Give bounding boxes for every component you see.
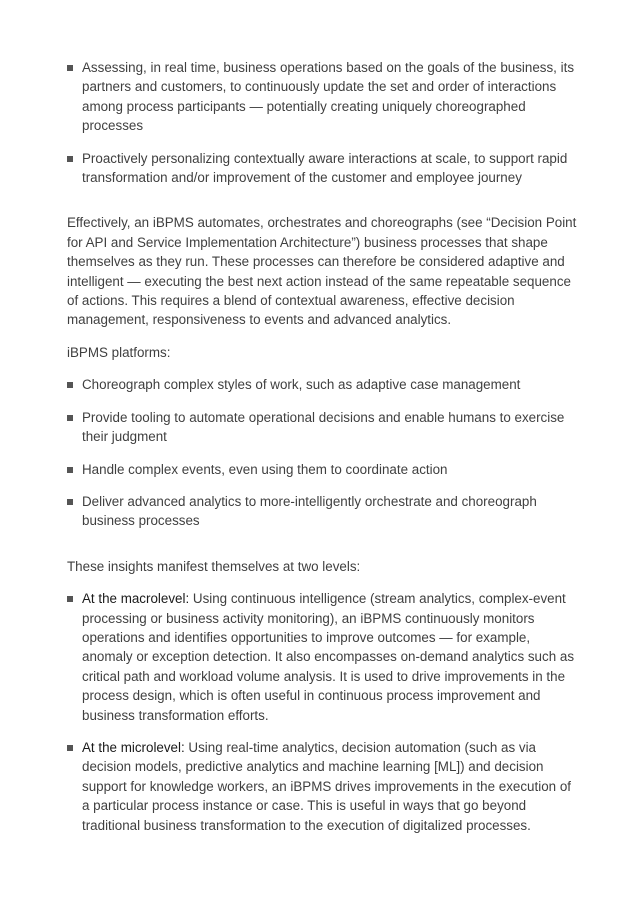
microlevel-text: Using real-time analytics, decision automation (such as via decision models, predictive analytics and machine learning [ML]) and decision support for knowledge workers, an iBPMS drives improvements in the execution of a particular process instance or case. This is useful in ways that go beyond traditional business transformation to the execution of digitalized processes. [82, 739, 571, 833]
list-item [67, 58, 577, 136]
levels-bullet-list [67, 589, 577, 835]
list-item [67, 460, 577, 479]
list-item-text: Handle complex events, even using them to coordinate action [82, 461, 448, 477]
list-item-text: Assessing, in real time, business operations based on the goals of the business, its partners and customers, to continuously update the set and order of interactions among process participants — potentially creating uniquely choreographed processes [82, 60, 575, 134]
square-bullet-icon [67, 467, 73, 473]
paragraph-effectively: Effectively, an iBPMS automates, orchestrates and choreographs (see “Decision Point for API and Service Implementation Architecture”) business processes that shape themselves as they run. These processes can therefore be considered adaptive and intelligent — executing the best next action instead of the same repeatable sequence of actions. This requires a blend of contextual awareness, effective decision management, responsiveness to events and advanced analytics. [67, 215, 577, 328]
list-item-microlevel [67, 738, 577, 835]
list-item-macrolevel [67, 589, 577, 725]
list-item [67, 149, 577, 188]
spacer [67, 200, 577, 213]
intro-bullet-list [67, 58, 577, 187]
square-bullet-icon [67, 382, 73, 388]
insights-heading: These insights manifest themselves at two levels: [67, 558, 361, 574]
macrolevel-lead: At the macrolevel: [82, 591, 190, 607]
square-bullet-icon [67, 156, 73, 162]
platform-bullet-list [67, 375, 577, 530]
document-page [67, 58, 577, 848]
list-item-text: Provide tooling to automate operational decisions and enable humans to exercise their judgment [82, 409, 565, 445]
spacer [67, 544, 577, 557]
macrolevel-text: Using continuous intelligence (stream analytics, complex-event processing or business activity monitoring), an iBPMS continuously monitors operations and identifies opportunities to improve outcomes — for example, anomaly or exception detection. It also encompasses on-demand analytics such as critical path and workload volume analysis. It is used to drive improvements in the process design, which is often useful in continuous process improvement and business transformation efforts. [82, 591, 575, 723]
list-item-text: Deliver advanced analytics to more-intelligently orchestrate and choreograph business processes [82, 493, 537, 529]
square-bullet-icon [67, 745, 73, 751]
square-bullet-icon [67, 596, 73, 602]
microlevel-lead: At the microlevel: [82, 739, 185, 755]
square-bullet-icon [67, 415, 73, 421]
square-bullet-icon [67, 65, 73, 71]
square-bullet-icon [67, 499, 73, 505]
platforms-heading: iBPMS platforms: [67, 344, 171, 360]
list-item-text: Proactively personalizing contextually aware interactions at scale, to support rapid transformation and/or improvement of the customer and employee journey [82, 150, 568, 186]
list-item [67, 492, 577, 531]
list-item [67, 408, 577, 447]
list-item-text: Choreograph complex styles of work, such as adaptive case management [82, 377, 521, 393]
list-item [67, 375, 577, 394]
